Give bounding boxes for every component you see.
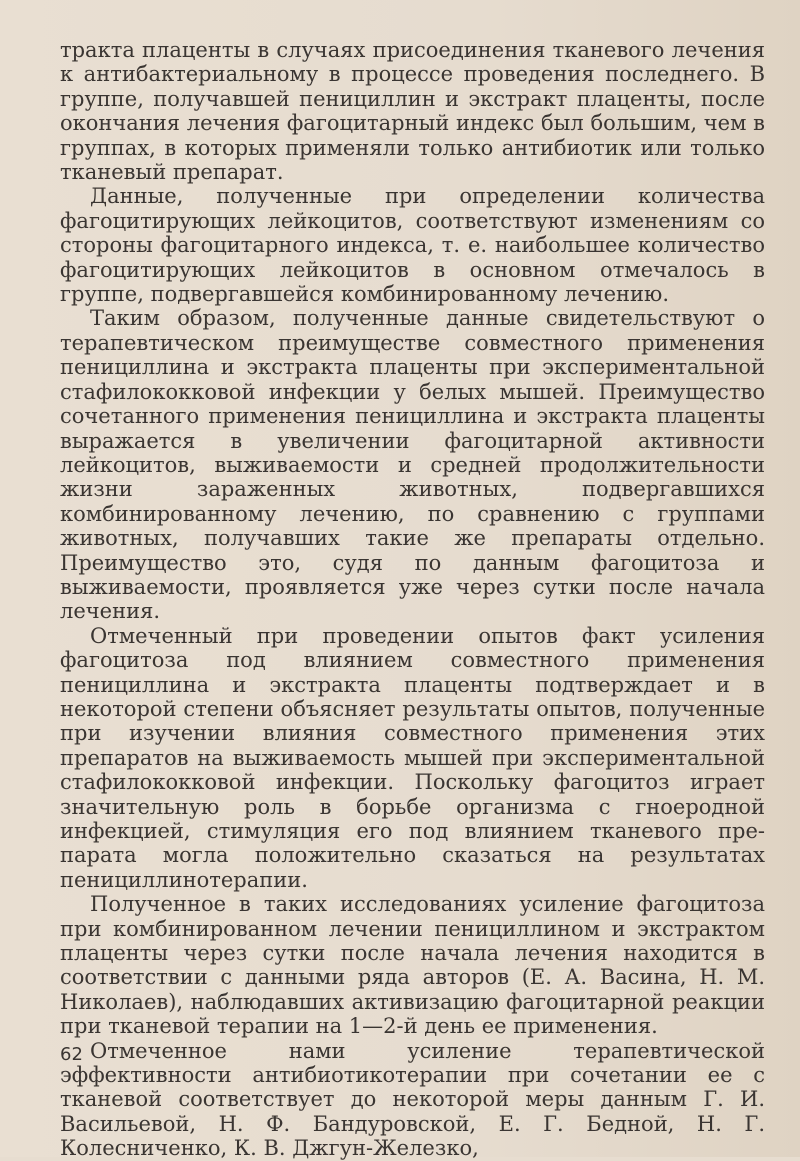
paragraph: Полученное в таких исследованиях усиление фагоцитоза при комбинированном лечении пенициллином и экстрактом плаценты через сутки после начала лечения находится в соответствии с данными ряда авторов (Е. А. Васина, Н. М. Николаев), наблюдавших активизацию фагоцитарной реакции при тканевой терапии на 1—2-й день ее применения. [60, 892, 765, 1039]
paragraph: Таким образом, полученные данные свидетельствуют о терапевтическом преимуществе совместного применения пенициллина и экстракта плаценты при экспериментальной стафилококковой инфекции у белых мышей. Преимущество сочетанного применения пенициллина и экстракта плаценты выражается в увеличении фагоцитарной активности лейкоцитов, выживаемости и средней продолжительности жизни зараженных животных, подвергавшихся комбинированному лечению, по сравнению с группами животных, получавших такие же препараты отдельно. Преимущество это, судя по данным фагоцитоза и выживаемости, проявляется уже через сутки после начала лечения. [60, 306, 765, 624]
paragraph: Данные, полученные при определении количества фагоцитирующих лейкоцитов, соответствуют изменениям со стороны фагоцитарного индекса, т. е. наибольшее количество фагоцитирующих лейкоцитов в основном отмечалось в группе, подвергавшейся комбинированному лечению. [60, 184, 765, 307]
paragraph: тракта плаценты в случаях присоединения тканевого лечения к антибактериальному в процессе проведения последнего. В группе, получавшей пенициллин и экстракт плаценты, после окончания лечения фагоцитарный индекс был большим, чем в группах, в которых применяли только антибиотик или только тканевый препарат. [60, 38, 765, 185]
paragraph: Отмеченный при проведении опытов факт усиления фагоцитоза под влиянием совместного применения пенициллина и экстракта плаценты подтверждает и в некоторой степени объясняет результаты опытов, полученные при изучении влияния совместного применения этих препаратов на выживаемость мышей при экспериментальной стафилококковой инфекции. Поскольку фагоцитоз играет значительную роль в борьбе организма с гноеродной инфекцией, стимуляция его под влиянием тканевого препарата могла положительно сказаться на результатах пенициллинотерапии. [60, 623, 765, 892]
body-text [60, 38, 765, 1161]
paragraph: Отмеченное нами усиление терапевтической эффективности антибиотикотерапии при сочетании ее с тканевой соответствует до некоторой меры данным Г. И. Васильевой, Н. Ф. Бандуровской, Е. Г. Бедной, Н. Г. Колесниченко, К. В. Джгун-Железко, [60, 1038, 765, 1161]
page-number: 62 [60, 1044, 83, 1065]
